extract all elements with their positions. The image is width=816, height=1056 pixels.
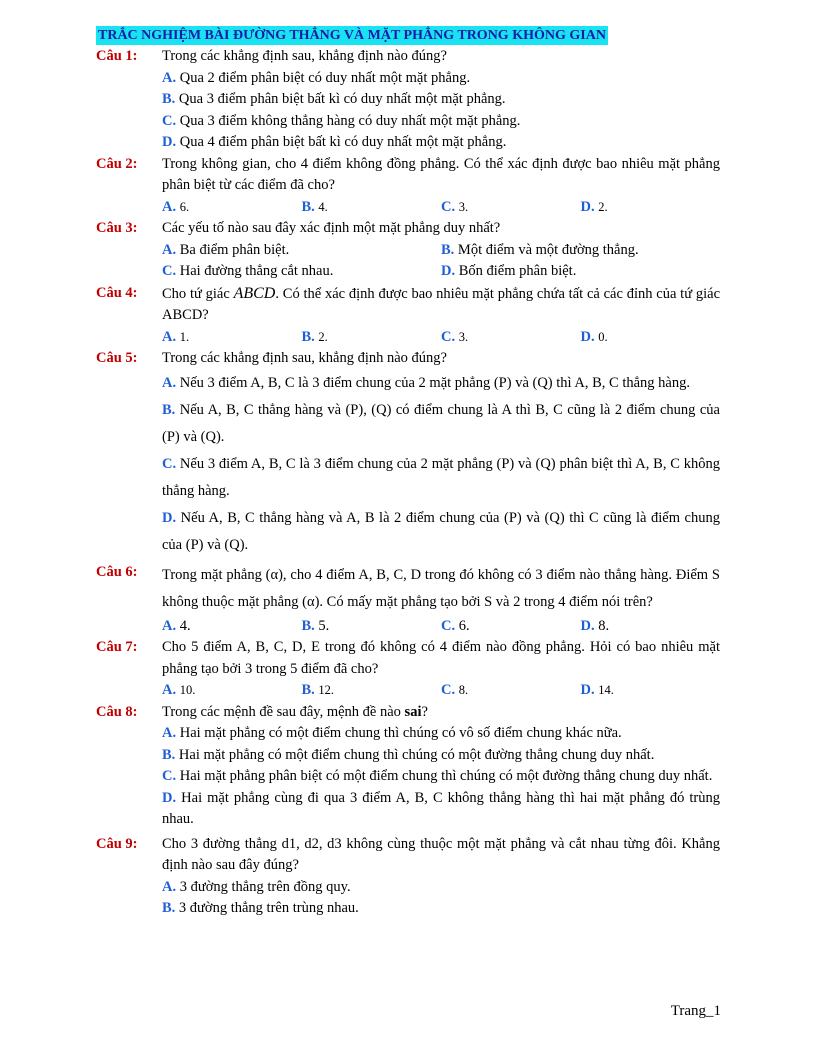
question-number: Câu 2: xyxy=(96,155,138,172)
question-9 xyxy=(96,834,720,920)
option-c[interactable]: C. Hai đường thẳng cắt nhau. xyxy=(162,263,334,279)
option-d[interactable]: D. Bốn điểm phân biệt. xyxy=(441,263,577,279)
option-d[interactable]: D. Qua 4 điểm phân biệt bất kì có duy nhất một mặt phẳng. xyxy=(162,134,507,150)
option-d[interactable]: D. 8. xyxy=(580,617,610,634)
question-number: Câu 7: xyxy=(96,639,138,655)
question-text: Cho tứ giác ABCD. Có thể xác định được bao nhiêu mặt phẳng chứa tất cả các đỉnh của tứ giác ABCD? xyxy=(162,284,720,323)
option-a[interactable]: A. 4. xyxy=(162,617,191,634)
question-text: Trong các khẳng định sau, khẳng định nào đúng? xyxy=(162,350,447,366)
option-c[interactable]: C. 6. xyxy=(441,617,470,634)
option-b[interactable]: B. 3 đường thẳng trên trùng nhau. xyxy=(162,900,359,916)
option-c[interactable]: C. Qua 3 điểm không thẳng hàng có duy nhất một mặt phẳng. xyxy=(162,112,521,129)
question-7 xyxy=(96,637,720,702)
question-number: Câu 5: xyxy=(96,350,138,366)
option-b[interactable]: B. Một điểm và một đường thẳng. xyxy=(441,241,639,258)
question-text: Các yếu tố nào sau đây xác định một mặt phẳng duy nhất? xyxy=(162,220,501,236)
worksheet xyxy=(96,26,720,920)
option-d[interactable]: D. Hai mặt phẳng cùng đi qua 3 điểm A, B, C không thẳng hàng thì hai mặt phẳng đó trùng nhau. xyxy=(162,789,720,827)
option-a[interactable]: A. 1. xyxy=(162,328,190,345)
option-d[interactable]: D. 0. xyxy=(580,328,608,345)
question-3 xyxy=(96,218,720,283)
question-8 xyxy=(96,702,720,831)
option-c[interactable]: C. 8. xyxy=(441,682,469,698)
option-a[interactable]: A. Ba điểm phân biệt. xyxy=(162,241,290,258)
question-text: Trong không gian, cho 4 điểm không đồng phẳng. Có thể xác định được bao nhiêu mặt phẳng phân biệt từ các điểm đã cho? xyxy=(162,155,720,193)
question-text: Cho 3 đường thẳng d1, d2, d3 không cùng thuộc một mặt phẳng và cắt nhau từng đôi. Khẳng định nào sau đây đúng? xyxy=(162,835,720,873)
question-6 xyxy=(96,562,720,638)
option-b[interactable]: B. Hai mặt phẳng có một điểm chung thì chúng có một đường thẳng chung duy nhất. xyxy=(162,746,655,763)
option-c[interactable]: C. 3. xyxy=(441,198,469,215)
option-c[interactable]: C. Hai mặt phẳng phân biệt có một điểm chung thì chúng có một đường thẳng chung duy nhất. xyxy=(162,768,713,784)
question-number: Câu 4: xyxy=(96,284,138,301)
question-2 xyxy=(96,154,720,219)
question-number: Câu 9: xyxy=(96,835,138,852)
option-a[interactable]: A. 10. xyxy=(162,682,196,698)
question-number: Câu 8: xyxy=(96,703,138,720)
option-b[interactable]: B. Qua 3 điểm phân biệt bất kì có duy nhất một mặt phẳng. xyxy=(162,91,506,107)
option-b[interactable]: B. 12. xyxy=(301,682,335,698)
option-a[interactable]: A. Nếu 3 điểm A, B, C là 3 điểm chung của 2 mặt phẳng (P) và (Q) thì A, B, C thẳng hàng. xyxy=(162,374,690,391)
option-d[interactable]: D. 2. xyxy=(580,198,608,215)
option-b[interactable]: B. 2. xyxy=(301,328,328,345)
option-d[interactable]: D. 14. xyxy=(580,682,614,698)
option-b[interactable]: B. Nếu A, B, C thẳng hàng và (P), (Q) có điểm chung là A thì B, C cũng là 2 điểm chung của (P) và (Q). xyxy=(162,401,720,445)
question-text: Cho 5 điểm A, B, C, D, E trong đó không có 4 điểm nào đồng phẳng. Hỏi có bao nhiêu mặt phẳng tạo bởi 3 trong 5 điểm đã cho? xyxy=(162,639,720,677)
question-1 xyxy=(96,46,720,154)
option-a[interactable]: A. 3 đường thẳng trên đồng quy. xyxy=(162,878,351,895)
option-a[interactable]: A. Hai mặt phẳng có một điểm chung thì chúng có vô số điểm chung khác nữa. xyxy=(162,725,622,741)
question-number: Câu 6: xyxy=(96,563,138,580)
question-4 xyxy=(96,283,720,349)
question-text: Trong các mệnh đề sau đây, mệnh đề nào sai? xyxy=(162,703,428,720)
option-c[interactable]: C. Nếu 3 điểm A, B, C là 3 điểm chung của 2 mặt phẳng (P) và (Q) phân biệt thì A, B, C không thẳng hàng. xyxy=(162,455,720,499)
option-a[interactable]: A. 6. xyxy=(162,198,190,215)
worksheet-title: TRẮC NGHIỆM BÀI ĐƯỜNG THẲNG VÀ MẶT PHẲNG TRONG KHÔNG GIAN xyxy=(98,28,606,43)
option-d[interactable]: D. Nếu A, B, C thẳng hàng và A, B là 2 điểm chung của (P) và (Q) thì C cũng là điểm chung của (P) và (Q). xyxy=(162,509,720,553)
question-number: Câu 1: xyxy=(96,48,138,64)
option-c[interactable]: C. 3. xyxy=(441,328,469,345)
option-b[interactable]: B. 5. xyxy=(301,617,330,634)
page-footer: Trang_1 xyxy=(670,1003,721,1019)
question-text: Trong các khẳng định sau, khẳng định nào đúng? xyxy=(162,48,447,64)
option-b[interactable]: B. 4. xyxy=(301,198,328,215)
option-a[interactable]: A. Qua 2 điểm phân biệt có duy nhất một mặt phẳng. xyxy=(162,69,471,86)
question-number: Câu 3: xyxy=(96,220,138,236)
question-text: Trong mặt phẳng (α), cho 4 điểm A, B, C, D trong đó không có 3 điểm nào thẳng hàng. Điểm S không thuộc mặt phẳng (α). Có mấy mặt phẳng tạo bởi S và 2 trong 4 điểm nói trên? xyxy=(162,566,720,610)
question-5 xyxy=(96,348,720,559)
